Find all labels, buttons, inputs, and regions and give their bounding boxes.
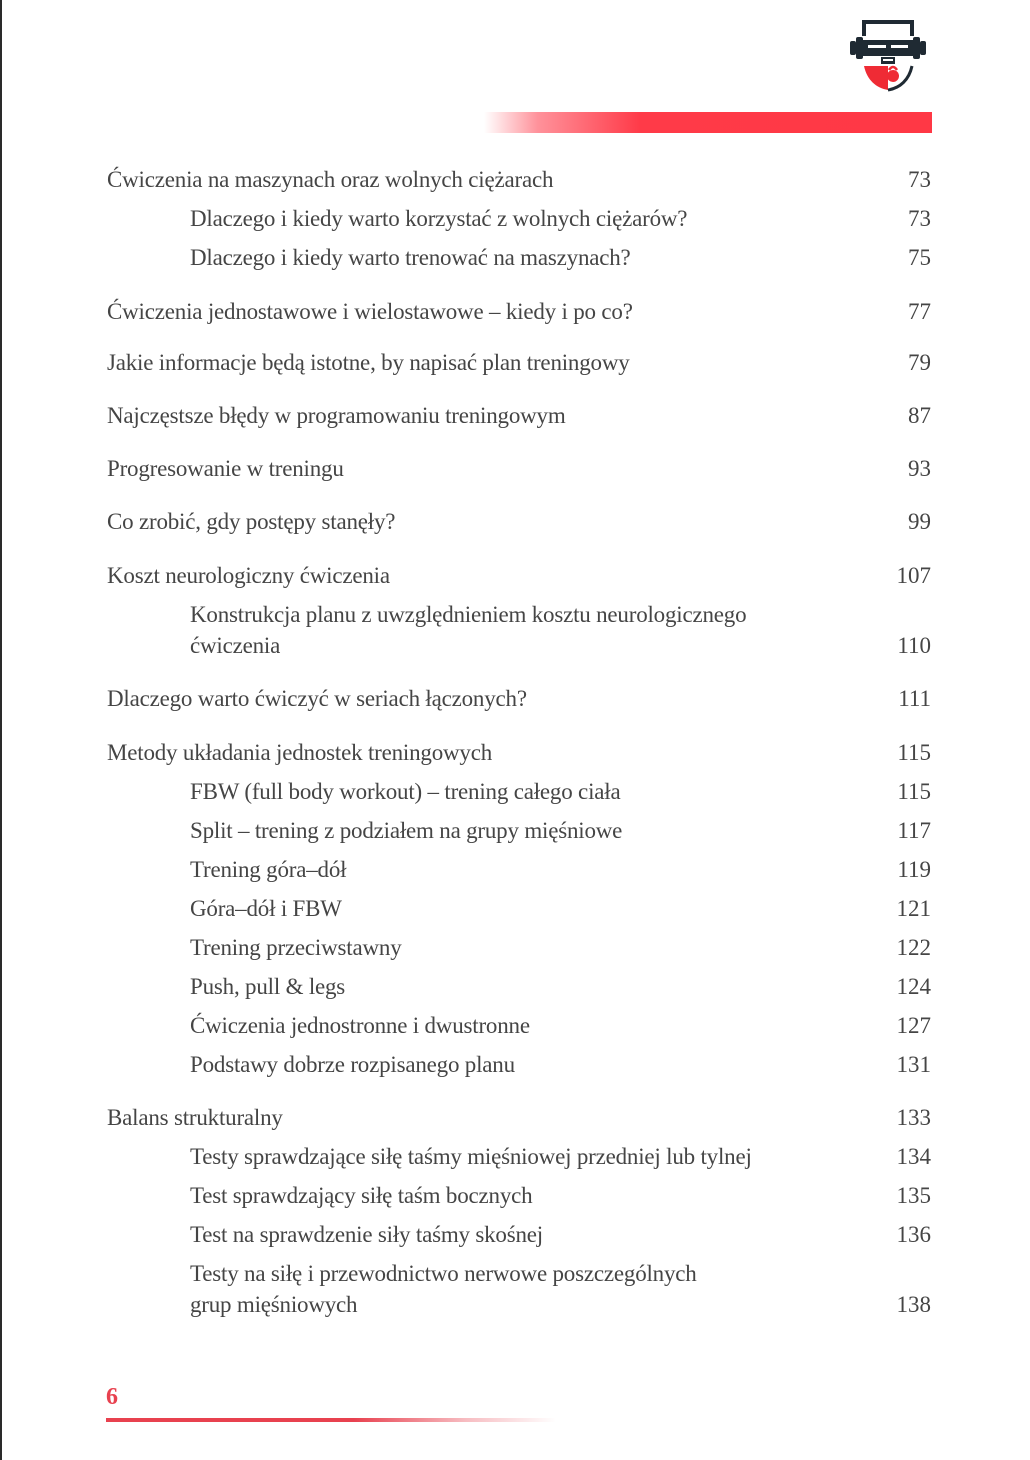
toc-chapter-title: Progresowanie w treningu — [107, 456, 344, 481]
toc-page-number: 131 — [896, 1052, 931, 1077]
toc-page-number: 79 — [908, 350, 931, 375]
toc-section-title: Trening góra–dół — [190, 857, 347, 882]
toc-page-number: 111 — [898, 686, 931, 711]
toc-page-number: 119 — [897, 857, 931, 882]
toc-chapter-title: Balans strukturalny — [107, 1105, 283, 1130]
toc-section-title-continued: grup mięśniowych — [190, 1292, 358, 1317]
toc-page-number: 115 — [897, 740, 931, 765]
toc-page-number: 115 — [897, 779, 931, 804]
toc-page-number: 117 — [897, 818, 931, 843]
page-number: 6 — [106, 1384, 118, 1410]
toc-chapter-title: Ćwiczenia jednostawowe i wielostawowe – kiedy i po co? — [107, 299, 633, 324]
toc-section-title: Dlaczego i kiedy warto trenować na maszynach? — [190, 245, 631, 270]
toc-page-number: 99 — [908, 509, 931, 534]
toc-section-title: Ćwiczenia jednostronne i dwustronne — [190, 1013, 530, 1038]
toc-chapter-title: Ćwiczenia na maszynach oraz wolnych ciężarach — [107, 167, 554, 192]
toc-page-number: 73 — [908, 167, 931, 192]
toc-page-number: 122 — [896, 935, 931, 960]
toc-page-number: 110 — [897, 633, 931, 658]
toc-section-title: Konstrukcja planu z uwzględnieniem kosztu neurologicznego — [190, 602, 747, 627]
toc-chapter-title: Koszt neurologiczny ćwiczenia — [107, 563, 390, 588]
toc-section-title: Trening przeciwstawny — [190, 935, 402, 960]
toc-chapter-title: Metody układania jednostek treningowych — [107, 740, 493, 765]
header-accent-bar — [484, 112, 932, 133]
toc-page-number: 124 — [896, 974, 931, 999]
toc-chapter-title: Dlaczego warto ćwiczyć w seriach łączonych? — [107, 686, 527, 711]
toc-page-number: 93 — [908, 456, 931, 481]
toc-page-number: 134 — [896, 1144, 931, 1169]
toc-section-title: Test na sprawdzenie siły taśmy skośnej — [190, 1222, 543, 1247]
toc-section-title: FBW (full body workout) – trening całego ciała — [190, 779, 621, 804]
toc-page-number: 135 — [896, 1183, 931, 1208]
toc-section-title: Podstawy dobrze rozpisanego planu — [190, 1052, 515, 1077]
toc-section-title-continued: ćwiczenia — [190, 633, 281, 658]
toc-page-number: 121 — [896, 896, 931, 921]
footer-accent-line — [106, 1418, 556, 1422]
toc-page-number: 107 — [896, 563, 931, 588]
toc-section-title: Dlaczego i kiedy warto korzystać z wolnych ciężarów? — [190, 206, 688, 231]
toc-page-number: 73 — [908, 206, 931, 231]
toc-page-number: 133 — [896, 1105, 931, 1130]
toc-section-title: Test sprawdzający siłę taśm bocznych — [190, 1183, 533, 1208]
toc-chapter-title: Jakie informacje będą istotne, by napisać plan treningowy — [107, 350, 630, 375]
toc-page-number: 75 — [908, 245, 931, 270]
toc-chapter-title: Najczęstsze błędy w programowaniu treningowym — [107, 403, 566, 428]
toc-section-title: Testy na siłę i przewodnictwo nerwowe poszczególnych — [190, 1261, 697, 1286]
toc-page-number: 87 — [908, 403, 931, 428]
toc-page-number: 138 — [896, 1292, 931, 1317]
toc-page-number: 77 — [908, 299, 931, 324]
toc-page-number: 136 — [896, 1222, 931, 1247]
toc-section-title: Testy sprawdzające siłę taśmy mięśniowej przedniej lub tylnej — [190, 1144, 752, 1169]
toc-chapter-title: Co zrobić, gdy postępy stanęły? — [107, 509, 396, 534]
toc-page-number: 127 — [896, 1013, 931, 1038]
page-left-edge — [0, 0, 2, 1460]
toc-section-title: Split – trening z podziałem na grupy mięśniowe — [190, 818, 623, 843]
toc-section-title: Góra–dół i FBW — [190, 896, 342, 921]
gym-logo-icon — [848, 14, 928, 92]
toc-section-title: Push, pull & legs — [190, 974, 346, 999]
